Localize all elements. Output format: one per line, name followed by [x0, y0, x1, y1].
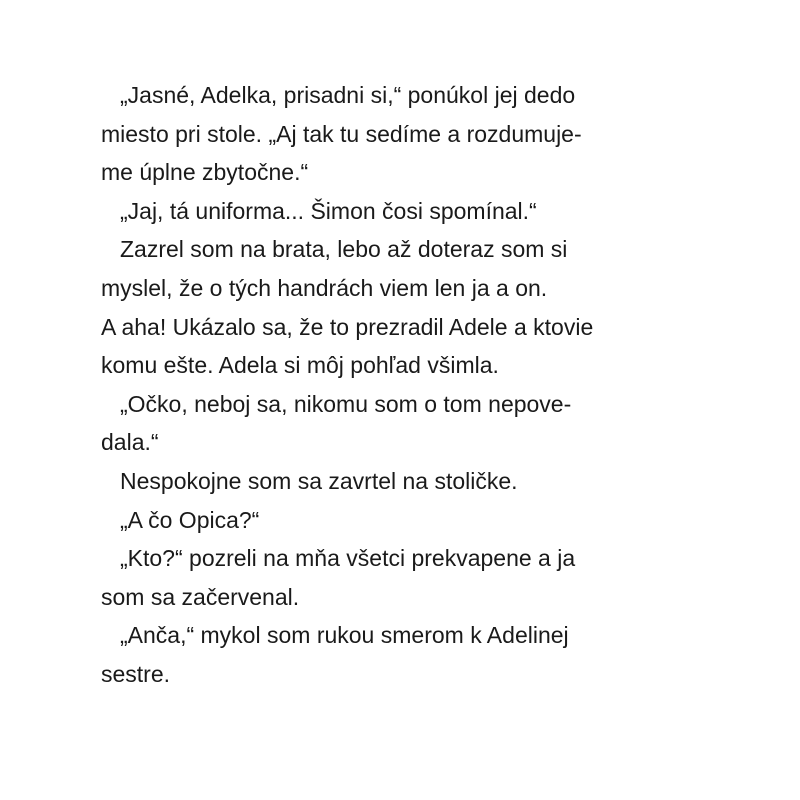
- text-line: dala.“: [101, 429, 159, 456]
- text-line: myslel, že o tých handrách viem len ja a on.: [101, 274, 548, 301]
- text-line: Nespokojne som sa zavrtel na stoličke.: [120, 467, 518, 494]
- text-line: „Jaj, tá uniforma... Šimon čosi spomínal.“: [120, 197, 537, 224]
- text-line: „Anča,“ mykol som rukou smerom k Adelinej: [120, 622, 569, 649]
- text-line: komu ešte. Adela si môj pohľad všimla.: [101, 352, 499, 379]
- text-line: A aha! Ukázalo sa, že to prezradil Adele a ktovie: [101, 313, 594, 340]
- text-line: „Očko, neboj sa, nikomu som o tom nepove-: [120, 390, 572, 417]
- book-page-text: [101, 76, 701, 694]
- text-line: som sa začervenal.: [101, 583, 300, 610]
- text-line: „Kto?“ pozreli na mňa všetci prekvapene a ja: [120, 545, 576, 572]
- text-line: me úplne zbytočne.“: [101, 159, 309, 186]
- text-line: „A čo Opica?“: [120, 506, 260, 533]
- text-line: sestre.: [101, 660, 171, 687]
- text-line: Zazrel som na brata, lebo až doteraz som si: [120, 236, 568, 263]
- text-line: „Jasné, Adelka, prisadni si,“ ponúkol jej dedo: [120, 82, 576, 108]
- text-line: miesto pri stole. „Aj tak tu sedíme a rozdumuje-: [101, 120, 582, 147]
